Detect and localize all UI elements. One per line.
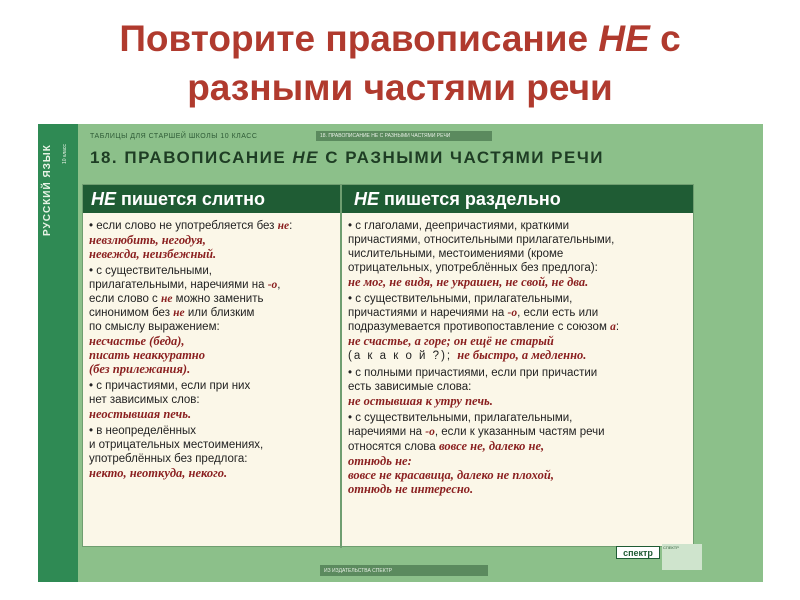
poster-side-strip — [38, 124, 78, 582]
rule-text: • если слово не употребляется без не: — [89, 220, 293, 232]
subject-label: РУССКИЙ ЯЗЫК — [42, 144, 53, 236]
rule-text: синонимом без не или близким — [89, 307, 255, 319]
poster — [38, 124, 763, 582]
rule-text: и отрицательных местоимениях, — [89, 439, 264, 451]
publisher-info: СПЕКТР — [662, 544, 702, 570]
example-text: писать неаккуратно — [89, 348, 205, 362]
example-text: отнюдь не: — [348, 454, 412, 468]
slide-title — [0, 14, 800, 112]
example-text: невзлюбить, негодуя, — [89, 233, 206, 247]
slide-title-line-1: Повторите правописание НЕ с — [119, 18, 681, 59]
rule-text: • с причастиями, если при них — [89, 380, 251, 392]
rule-text: употреблённых без предлога: — [89, 453, 248, 465]
example-text: неостывшая печь. — [89, 407, 192, 421]
top-caption-badge: 18. ПРАВОПИСАНИЕ НЕ С РАЗНЫМИ ЧАСТЯМИ РЕЧИ — [316, 131, 492, 141]
publisher-logo: спектр — [616, 546, 660, 559]
poster-heading: 18. ПРАВОПИСАНИЕ НЕ С РАЗНЫМИ ЧАСТЯМИ РЕЧИ — [90, 148, 605, 167]
rule-text: нет зависимых слов: — [89, 394, 200, 406]
rule-text: • с существительными, прилагательными, — [348, 293, 573, 305]
example-text: не мог, не видя, не украшен, не свой, не два. — [348, 275, 589, 289]
column-separate — [348, 219, 690, 496]
example-text: (а к а к о й ?); не быстро, а медленно. — [348, 348, 587, 362]
rule-text: • с существительными, — [89, 265, 212, 277]
rule-text: • с полными причастиями, если при причастии — [348, 367, 598, 379]
rule-text: • с существительными, прилагательными, — [348, 412, 573, 424]
rules-table — [82, 184, 694, 547]
grade-label: 10 класс — [62, 144, 68, 164]
rule-text: причастиями и наречиями на -о, если есть или — [348, 307, 599, 319]
rule-text: • с глаголами, деепричастиями, краткими — [348, 220, 570, 232]
example-text: не счастье, а горе; он ещё не старый — [348, 334, 554, 348]
rule-text: наречиями на -о, если к указанным частям речи — [348, 426, 605, 438]
rule-text: есть зависимые слова: — [348, 381, 472, 393]
column-divider — [340, 185, 342, 548]
rule-text: относятся слова вовсе не, далеко не, — [348, 439, 545, 453]
rule-text: причастиями, относительными прилагательными, — [348, 234, 615, 246]
rule-text: если слово с не можно заменить — [89, 293, 264, 305]
rule-text: подразумевается противопоставление с союзом а: — [348, 321, 620, 333]
example-text: невежда, неизбежный. — [89, 247, 217, 261]
rule-text: числительными, местоимениями (кроме — [348, 248, 564, 260]
title-ne: НЕ — [598, 18, 650, 59]
rule-text: по смыслу выражением: — [89, 321, 220, 333]
example-text: некто, неоткуда, некого. — [89, 466, 228, 480]
slide-title-line-2: разными частями речи — [187, 67, 613, 108]
example-text: вовсе не красавица, далеко не плохой, — [348, 468, 554, 482]
series-caption: ТАБЛИЦЫ ДЛЯ СТАРШЕЙ ШКОЛЫ 10 КЛАСС — [90, 133, 258, 140]
rule-text: • в неопределённых — [89, 425, 196, 437]
example-text: отнюдь не интересно. — [348, 482, 474, 496]
example-text: (без прилежания). — [89, 362, 191, 376]
rule-text: отрицательных, употреблённых без предлога): — [348, 262, 598, 274]
bottom-caption: ИЗ ИЗДАТЕЛЬСТВА СПЕКТР — [320, 565, 488, 576]
example-text: несчастье (беда), — [89, 334, 185, 348]
rule-text: прилагательными, наречиями на -о, — [89, 279, 281, 291]
example-text: не остывшая к утру печь. — [348, 394, 493, 408]
column-together — [89, 219, 337, 480]
column-header-separate: НЕ пишется раздельно — [342, 185, 693, 213]
column-header-together: НЕ пишется слитно — [83, 185, 340, 213]
